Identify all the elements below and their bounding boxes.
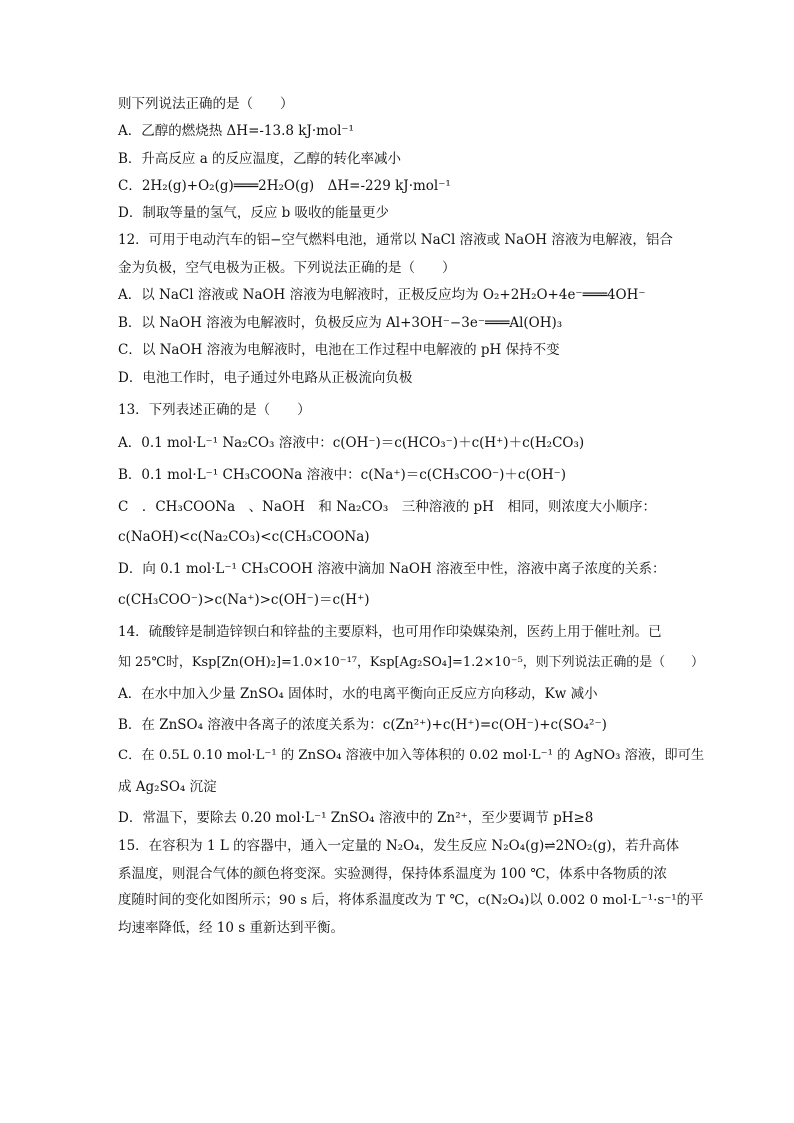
q14-option-b: B．在 ZnSO₄ 溶液中各离子的浓度关系为：c(Zn²⁺)+c(H⁺)=c(OH⁻)+c(SO₄²⁻)	[118, 717, 607, 733]
q15-stem-line4: 均速率降低，经 10 s 重新达到平衡。	[118, 920, 344, 936]
q11-option-b: B．升高反应 a 的反应温度，乙醇的转化率减小	[118, 151, 402, 167]
q12-option-a: A．以 NaCl 溶液或 NaOH 溶液为电解液时，正极反应均为 O₂+2H₂O+4e⁻═══4OH⁻	[118, 287, 646, 303]
q14-stem-line2: 知 25℃时，Ksp[Zn(OH)₂]=1.0×10⁻¹⁷，Ksp[Ag₂SO₄]=1.2×10⁻⁵，则下列说法正确的是（ ）	[118, 655, 704, 670]
q13-option-b: B．0.1 mol·L⁻¹ CH₃COONa 溶液中：c(Na⁺)＝c(CH₃COO⁻)＋c(OH⁻)	[118, 467, 566, 483]
q12-option-c: C．以 NaOH 溶液为电解液时，电池在工作过程中电解液的 pH 保持不变	[118, 342, 560, 358]
q13-option-c-line1: C ．CH₃COONa 、NaOH 和 Na₂CO₃ 三种溶液的 pH 相同，则浓度大小顺序：	[118, 499, 656, 515]
q13-option-d-line2: c(CH₃COO⁻)>c(Na⁺)>c(OH⁻)＝c(H⁺)	[118, 592, 370, 608]
q11-option-d: D．制取等量的氢气，反应 b 吸收的能量更少	[118, 205, 390, 221]
q11-option-a: A．乙醇的燃烧热 ΔH=-13.8 kJ·mol⁻¹	[118, 123, 354, 139]
q15-stem-line1: 15．在容积为 1 L 的容器中，通入一定量的 N₂O₄，发生反应 N₂O₄(g)⇌2NO₂(g)，若升高体	[118, 838, 680, 854]
q15-stem-line3: 度随时间的变化如图所示；90 s 后，将体系温度改为 T ℃，c(N₂O₄)以 0.002 0 mol·L⁻¹·s⁻¹的平	[118, 893, 704, 908]
q14-option-c-line2: 成 Ag₂SO₄ 沉淀	[118, 779, 217, 795]
q12-option-d: D．电池工作时，电子通过外电路从正极流向负极	[118, 370, 413, 386]
q12-stem-line2: 金为负极，空气电极为正极。下列说法正确的是（ ）	[118, 260, 456, 276]
q13-option-c-line2: c(NaOH)<c(Na₂CO₃)<c(CH₃COONa)	[118, 529, 370, 545]
q11-option-c: C．2H₂(g)+O₂(g)═══2H₂O(g) ΔH=-229 kJ·mol⁻¹	[118, 178, 451, 194]
q14-option-d: D．常温下，要除去 0.20 mol·L⁻¹ ZnSO₄ 溶液中的 Zn²⁺，至少要调节 pH≥8	[118, 810, 594, 826]
q12-option-b: B．以 NaOH 溶液为电解液时，负极反应为 Al+3OH⁻−3e⁻═══Al(OH)₃	[118, 315, 563, 331]
q15-stem-line2: 系温度，则混合气体的颜色将变深。实验测得，保持体系温度为 100 ℃，体系中各物质的浓	[118, 866, 667, 882]
q14-option-a: A．在水中加入少量 ZnSO₄ 固体时，水的电离平衡向正反应方向移动，Kw 减小	[118, 686, 598, 702]
q13-option-d-line1: D．向 0.1 mol·L⁻¹ CH₃COOH 溶液中滴加 NaOH 溶液至中性，溶液中离子浓度的关系：	[118, 561, 666, 577]
q14-option-c-line1: C．在 0.5L 0.10 mol·L⁻¹ 的 ZnSO₄ 溶液中加入等体积的 0.02 mol·L⁻¹ 的 AgNO₃ 溶液，即可生	[118, 748, 705, 763]
q12-stem-line1: 12．可用于电动汽车的铝−空气燃料电池，通常以 NaCl 溶液或 NaOH 溶液为电解液，铝合	[118, 232, 673, 248]
q11-stem: 则下列说法正确的是（ ）	[118, 96, 294, 112]
q14-stem-line1: 14．硫酸锌是制造锌钡白和锌盐的主要原料，也可用作印染媒染剂，医药上用于催吐剂。已	[118, 624, 662, 640]
q13-stem: 13．下列表述正确的是（ ）	[118, 402, 311, 418]
q13-option-a: A．0.1 mol·L⁻¹ Na₂CO₃ 溶液中：c(OH⁻)＝c(HCO₃⁻)＋c(H⁺)＋c(H₂CO₃)	[118, 435, 585, 451]
